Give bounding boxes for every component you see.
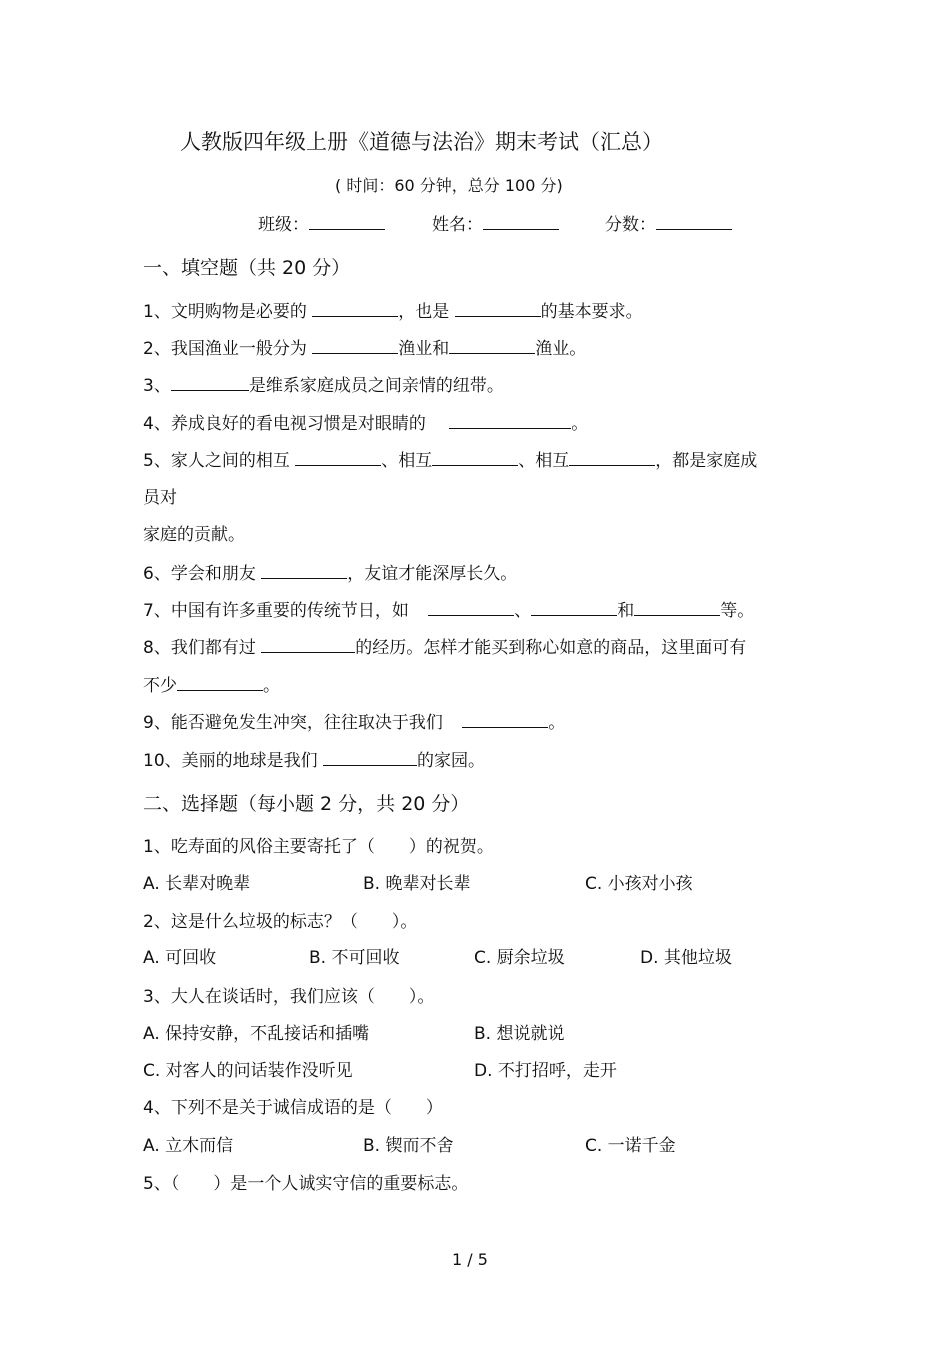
q-text: 。 (548, 713, 566, 733)
fill-question-8 (143, 636, 746, 659)
fill-question-5-cont2: 家庭的贡献。 (143, 525, 245, 545)
section2-heading: 二、选择题（每小题 2 分，共 20 分） (143, 793, 470, 815)
q-text: 、相互 (381, 451, 433, 471)
option-c: C. 厨余垃圾 (474, 948, 565, 968)
q-text: 的家园。 (417, 751, 486, 771)
q-text: 渔业和 (398, 339, 450, 359)
fill-question-6 (143, 562, 517, 585)
name-field (432, 213, 559, 236)
choice-question-5: 5、（ ）是一个人诚实守信的重要标志。 (143, 1174, 469, 1194)
answer-blank (531, 599, 617, 616)
answer-blank (449, 412, 571, 429)
choice-question-2: 2、这是什么垃圾的标志？（ ）。 (143, 912, 418, 932)
fill-question-1 (143, 300, 643, 323)
answer-blank (323, 749, 417, 766)
q-text: 是维系家庭成员之间亲情的纽带。 (248, 376, 504, 396)
q-text: 4、养成良好的看电视习惯是对眼睛的 (143, 414, 426, 434)
option-d: D. 其他垃圾 (640, 948, 732, 968)
choice-question-4: 4、下列不是关于诚信成语的是（ ） (143, 1098, 443, 1118)
option-b: B. 想说就说 (474, 1024, 565, 1044)
fill-question-8-cont (143, 674, 280, 697)
answer-blank (261, 636, 355, 653)
option-b: B. 锲而不舍 (363, 1136, 454, 1156)
q-text: 的基本要求。 (540, 302, 643, 322)
fill-question-9 (143, 711, 565, 734)
choice-question-1: 1、吃寿面的风俗主要寄托了（ ）的祝贺。 (143, 837, 494, 857)
class-blank (309, 213, 385, 230)
option-d: D. 不打招呼，走开 (474, 1061, 617, 1081)
q-text: 、相互 (518, 451, 570, 471)
q-text: ，都是家庭成 (655, 451, 758, 471)
answer-blank (449, 337, 535, 354)
name-label: 姓名： (432, 215, 483, 235)
answer-blank (312, 300, 398, 317)
answer-blank (428, 599, 514, 616)
option-c: C. 一诺千金 (585, 1136, 676, 1156)
answer-blank (312, 337, 398, 354)
answer-blank (295, 449, 381, 466)
q-text: 的经历。怎样才能买到称心如意的商品，这里面可有 (355, 638, 747, 658)
option-a: A. 保持安静，不乱接话和插嘴 (143, 1024, 370, 1044)
q-text: 8、我们都有过 (143, 638, 256, 658)
option-b: B. 不可回收 (309, 948, 400, 968)
q-text: 6、学会和朋友 (143, 564, 256, 584)
name-blank (483, 213, 559, 230)
q-text: 3、 (143, 376, 171, 396)
answer-blank (171, 374, 249, 391)
option-c: C. 对客人的问话装作没听见 (143, 1061, 353, 1081)
exam-subtitle: ( 时间：60 分钟，总分 100 分) (335, 176, 563, 195)
q-text: 10、美丽的地球是我们 (143, 751, 318, 771)
score-field (605, 213, 732, 236)
fill-question-2 (143, 337, 586, 360)
answer-blank (432, 449, 518, 466)
q-text: 5、家人之间的相互 (143, 451, 290, 471)
q-text: 7、中国有许多重要的传统节日，如 (143, 601, 409, 621)
q-text: 。 (263, 676, 280, 696)
page-number: 1 / 5 (452, 1250, 488, 1269)
answer-blank (462, 711, 548, 728)
q-text: 1、文明购物是必要的 (143, 302, 307, 322)
q-text: 和 (617, 601, 635, 621)
fill-question-5 (143, 449, 757, 472)
score-blank (656, 213, 732, 230)
option-a: A. 立木而信 (143, 1136, 234, 1156)
q-text: 渔业。 (535, 339, 587, 359)
score-label: 分数： (605, 215, 656, 235)
q-text: 2、我国渔业一般分为 (143, 339, 307, 359)
q-text: ，也是 (398, 302, 450, 322)
answer-blank (634, 599, 720, 616)
fill-question-3 (143, 374, 504, 397)
option-c: C. 小孩对小孩 (585, 874, 693, 894)
answer-blank (455, 300, 541, 317)
fill-question-4 (143, 412, 588, 435)
option-a: A. 长辈对晚辈 (143, 874, 251, 894)
option-a: A. 可回收 (143, 948, 217, 968)
q-text: 。 (571, 414, 589, 434)
q-text: 9、能否避免发生冲突，往往取决于我们 (143, 713, 443, 733)
answer-blank (177, 674, 263, 691)
fill-question-5-cont: 员对 (143, 488, 177, 508)
section1-heading: 一、填空题（共 20 分） (143, 257, 351, 279)
q-text: 等。 (720, 601, 755, 621)
q-text: 不少 (143, 676, 177, 696)
fill-question-7 (143, 599, 754, 622)
answer-blank (569, 449, 655, 466)
document-title: 人教版四年级上册《道德与法治》期末考试（汇总） (180, 130, 663, 154)
class-field (258, 213, 385, 236)
q-text: ，友谊才能深厚长久。 (347, 564, 518, 584)
fill-question-10 (143, 749, 485, 772)
q-text: 、 (514, 601, 532, 621)
choice-question-3: 3、大人在谈话时，我们应该（ ）。 (143, 987, 435, 1007)
answer-blank (261, 562, 347, 579)
option-b: B. 晚辈对长辈 (363, 874, 471, 894)
class-label: 班级： (258, 215, 309, 235)
